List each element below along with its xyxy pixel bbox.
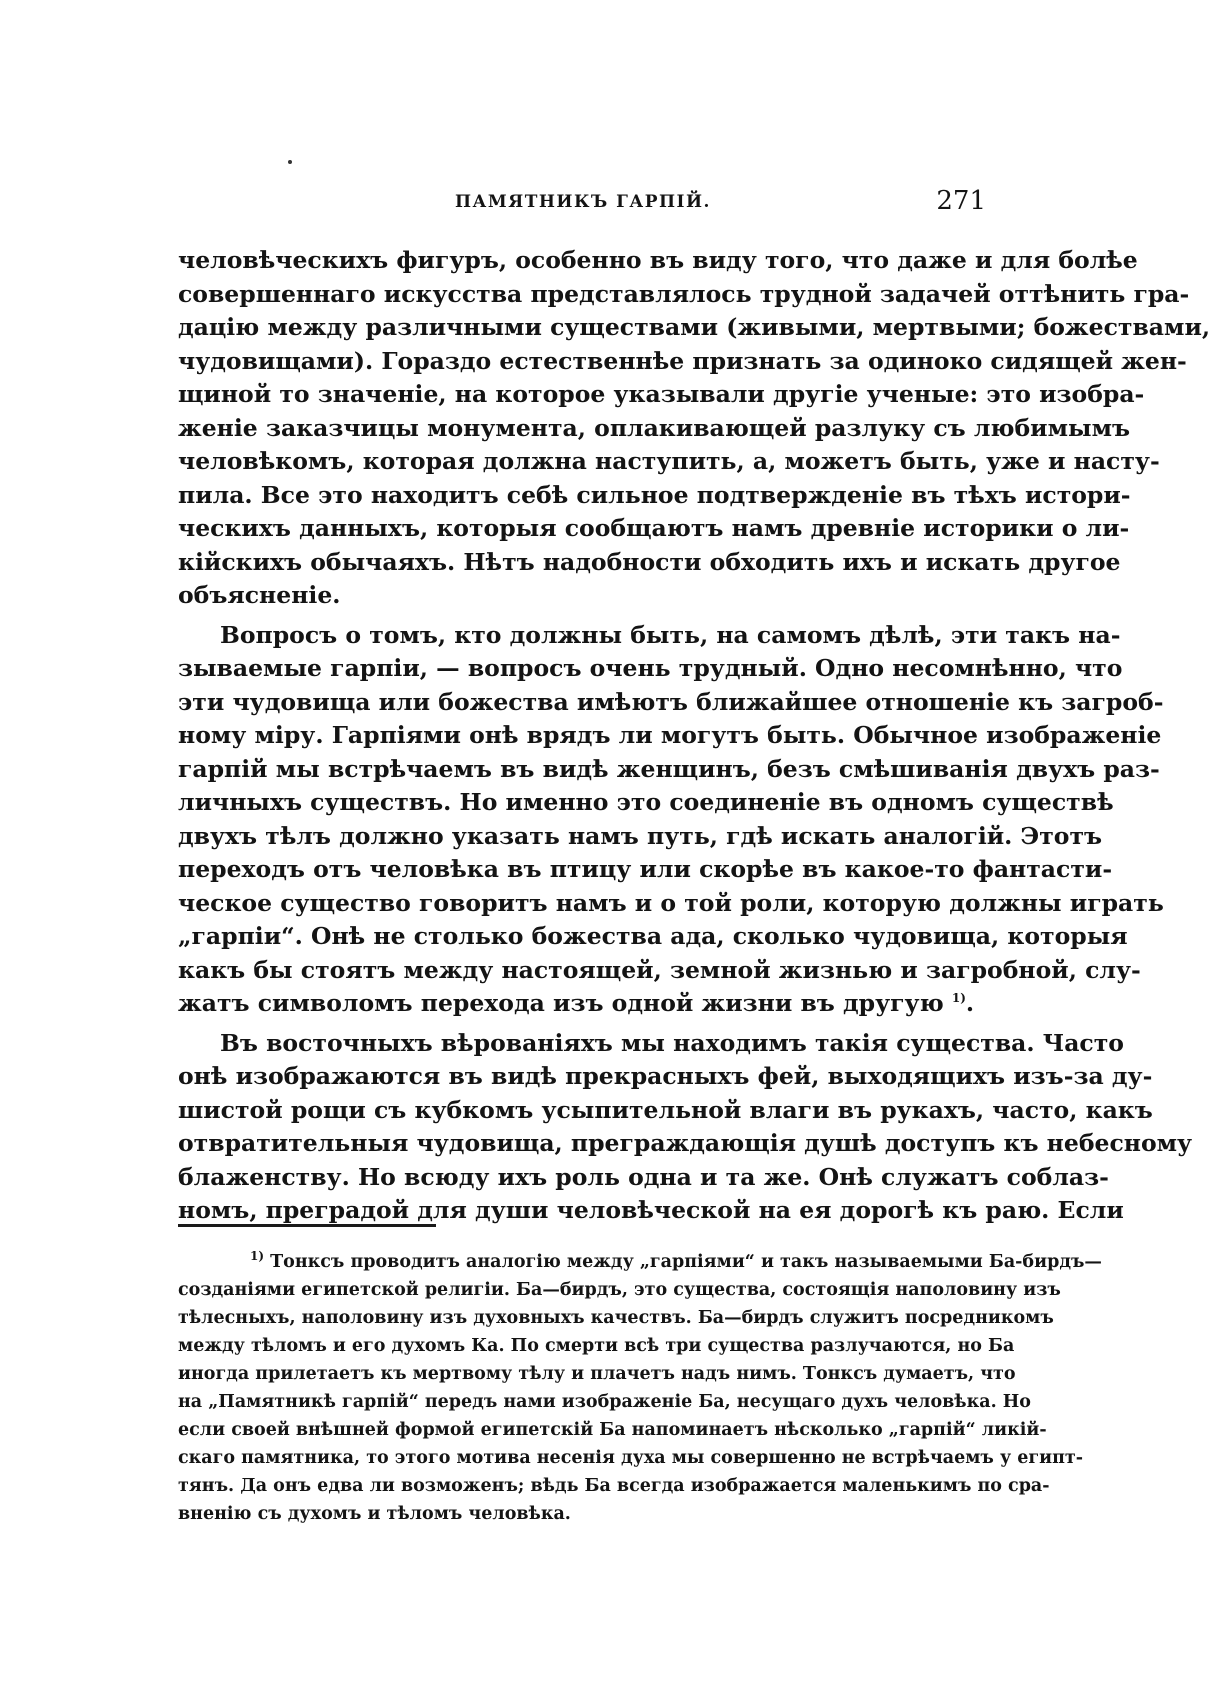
text-line: Въ восточныхъ вѣрованіяхъ мы находимъ такія существа. Часто — [220, 1028, 1124, 1057]
paragraph-1 — [178, 244, 1210, 613]
text-line: дацію между различными существами (живыми, мертвыми; божествами, — [178, 313, 1210, 341]
text-line: объясненіе. — [178, 581, 341, 609]
footnote-line: между тѣломъ и его духомъ Ка. По смерти всѣ три существа разлучаются, но Ба — [178, 1336, 1015, 1356]
footnote-line: на „Памятникѣ гарпій“ передъ нами изображеніе Ба, несущаго духъ человѣка. Но — [178, 1392, 1031, 1412]
footnote-line: если своей внѣшней формой египетскій Ба напоминаетъ нѣсколько „гарпій“ ликій- — [178, 1420, 1047, 1440]
footnote-rule — [178, 1224, 436, 1227]
running-title: ПАМЯТНИКЪ ГАРПІЙ. — [455, 192, 711, 212]
text-line: эти чудовища или божества имѣютъ ближайшее отношеніе къ загроб- — [178, 687, 1164, 716]
text-line: ному міру. Гарпіями онѣ врядъ ли могутъ быть. Обычное изображеніе — [178, 721, 1162, 749]
footnote-line: иногда прилетаетъ къ мертвому тѣлу и плачетъ надъ нимъ. Тонксъ думаетъ, что — [178, 1364, 1016, 1384]
text-line: Вопросъ о томъ, кто должны быть, на самомъ дѣлѣ, эти такъ на- — [220, 620, 1121, 649]
text-line: номъ, преградой для души человѣческой на ея дорогѣ къ раю. Если — [178, 1196, 1124, 1224]
footnote-line — [178, 1248, 1102, 1276]
running-head — [180, 186, 986, 228]
footnote-line: скаго памятника, то этого мотива несенія духа мы совершенно не встрѣчаемъ у египт- — [178, 1448, 1083, 1468]
footnote-marker: 1) — [250, 1249, 265, 1264]
text-line: зываемые гарпіи, — вопросъ очень трудный. Одно несомнѣнно, что — [178, 654, 1123, 682]
text-line: какъ бы стоятъ между настоящей, земной жизнью и загробной, слу- — [178, 955, 1141, 984]
text-line: щиной то значеніе, на которое указывали другіе ученые: это изобра- — [178, 380, 1145, 408]
text-line: шистой рощи съ кубкомъ усыпительной влаги въ рукахъ, часто, какъ — [178, 1095, 1153, 1124]
text-line — [178, 987, 988, 1021]
text-line: гарпій мы встрѣчаемъ въ видѣ женщинъ, безъ смѣшиванія двухъ раз- — [178, 754, 1160, 783]
footnote-line: созданіями египетской религіи. Ба—бирдъ, это существа, состоящія наполовину изъ — [178, 1280, 1061, 1300]
page-number: 271 — [936, 186, 986, 216]
text-line: совершеннаго искусства представлялось трудной задачей оттѣнить гра- — [178, 279, 1190, 308]
body-text — [178, 244, 1210, 1228]
text-line-content: жатъ символомъ перехода изъ одной жизни въ другую — [178, 989, 944, 1017]
text-line: отвратительныя чудовища, преграждающія душѣ доступъ къ небесному — [178, 1129, 1193, 1157]
text-line: двухъ тѣлъ должно указать намъ путь, гдѣ искать аналогій. Этотъ — [178, 821, 1103, 850]
paragraph-3 — [178, 1027, 1193, 1228]
footnote-line-content: Тонксъ проводитъ аналогію между „гарпіями“ и такъ называемыми Ба-бирдъ— — [270, 1252, 1102, 1272]
footnote-line: вненію съ духомъ и тѣломъ человѣка. — [178, 1504, 571, 1524]
text-line: ческихъ данныхъ, которыя сообщаютъ намъ древніе историки о ли- — [178, 514, 1130, 542]
text-line: чудовищами). Гораздо естественнѣе признать за одиноко сидящей жен- — [178, 346, 1187, 375]
footnote-line: тянъ. Да онъ едва ли возможенъ; вѣдь Ба всегда изображается маленькимъ по сра- — [178, 1476, 1050, 1496]
text-line: переходъ отъ человѣка въ птицу или скорѣе въ какое-то фантасти- — [178, 855, 1113, 883]
text-line: человѣкомъ, которая должна наступить, а, можетъ быть, уже и насту- — [178, 447, 1160, 475]
text-line: пила. Все это находитъ себѣ сильное подтвержденіе въ тѣхъ истори- — [178, 480, 1131, 509]
text-line: блаженству. Но всюду ихъ роль одна и та же. Онѣ служатъ соблаз- — [178, 1162, 1109, 1191]
footnote — [178, 1248, 1102, 1528]
text-line: „гарпіи“. Онѣ не столько божества ада, сколько чудовища, которыя — [178, 922, 1128, 950]
text-line: человѣческихъ фигуръ, особенно въ виду того, что даже и для болѣе — [178, 246, 1138, 274]
text-line: кійскихъ обычаяхъ. Нѣтъ надобности обходить ихъ и искать другое — [178, 547, 1121, 576]
footnote-reference[interactable]: 1) — [951, 991, 966, 1006]
print-speck — [288, 160, 292, 164]
sentence-end: . — [965, 989, 975, 1017]
paragraph-2 — [178, 619, 1164, 1021]
text-line: женіе заказчицы монумента, оплакивающей разлуку съ любимымъ — [178, 413, 1131, 442]
text-line: онѣ изображаются въ видѣ прекрасныхъ фей, выходящихъ изъ-за ду- — [178, 1062, 1153, 1090]
text-line: ческое существо говоритъ намъ и о той роли, которую должны играть — [178, 888, 1164, 917]
footnote-line: тѣлесныхъ, наполовину изъ духовныхъ качествъ. Ба—бирдъ служитъ посредникомъ — [178, 1308, 1054, 1328]
text-line: личныхъ существъ. Но именно это соединеніе въ одномъ существѣ — [178, 788, 1114, 816]
